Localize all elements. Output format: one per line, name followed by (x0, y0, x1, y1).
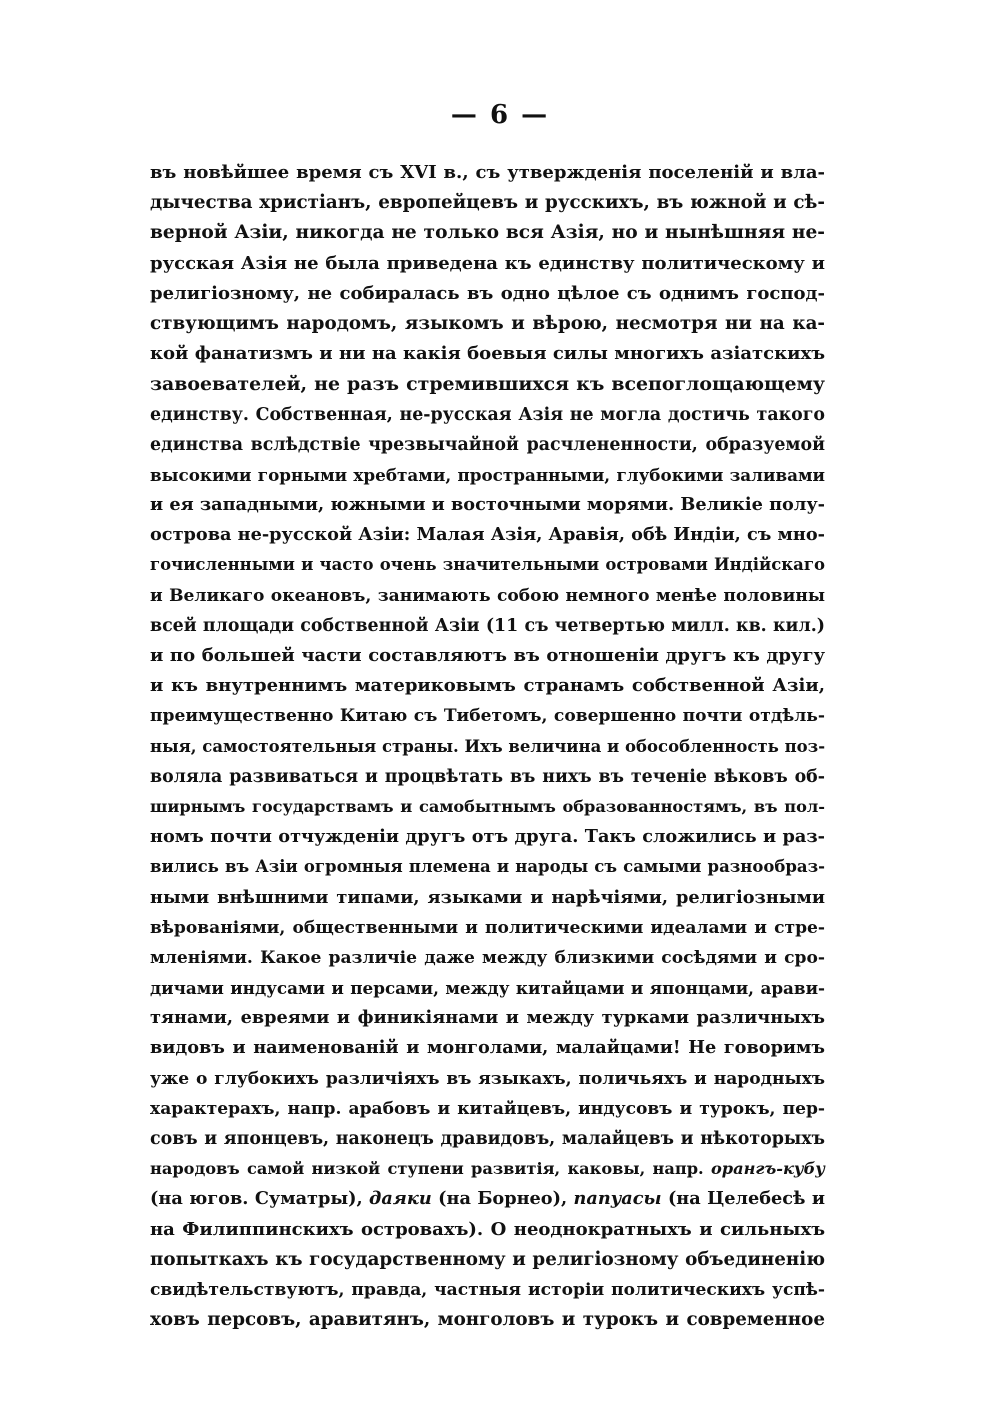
text-line: верной Азіи, никогда не только вся Азія, но и нынѣшняя не- (150, 222, 825, 244)
text-line: попыткахъ къ государственному и религіозному объединенію (150, 1248, 825, 1270)
body-text (150, 158, 825, 1335)
text-line: высокими горными хребтами, пространными, глубокими заливами (150, 464, 825, 485)
text-line: мленіями. Какое различіе даже между близкими сосѣдями и сро- (150, 947, 825, 968)
text-line: религіозному, не собиралась въ одно цѣлое съ однимъ господ- (150, 282, 825, 304)
text-line: вѣрованіями, общественными и политическими идеалами и стре- (150, 917, 825, 938)
text-line: народовъ самой низкой ступени развитія, каковы, напр. орангъ-кубу (150, 1159, 825, 1179)
text-line: дычества христіанъ, европейцевъ и русскихъ, въ южной и сѣ- (150, 192, 825, 214)
text-line: свидѣтельствуютъ, правда, частныя исторіи политическихъ успѣ- (150, 1279, 825, 1300)
text-line: дичами индусами и персами, между китайцами и японцами, арави- (150, 978, 825, 999)
text-line: (на югов. Суматры), даяки (на Борнео), папуасы (на Целебесѣ и (150, 1188, 825, 1210)
text-line: номъ почти отчужденіи другъ отъ друга. Такъ сложились и раз- (150, 826, 825, 848)
text-line: ширнымъ государствамъ и самобытнымъ образованностямъ, въ пол- (150, 796, 825, 816)
text-line: русская Азія не была приведена къ единству политическому и (150, 252, 825, 274)
text-line: острова не-русской Азіи: Малая Азія, Аравія, обѣ Индіи, съ мно- (150, 524, 825, 546)
text-line: ствующимъ народомъ, языкомъ и вѣрою, несмотря ни на ка- (150, 312, 825, 334)
text-line: тянами, евреями и финикіянами и между турками различныхъ (150, 1007, 825, 1029)
text-line: ховъ персовъ, аравитянъ, монголовъ и турокъ и современное (150, 1309, 825, 1331)
text-line: кой фанатизмъ и ни на какія боевыя силы многихъ азіатскихъ (150, 343, 825, 365)
text-line: единству. Собственная, не-русская Азія не могла достичь такого (150, 404, 825, 425)
text-line: и къ внутреннимъ материковымъ странамъ собственной Азіи, (150, 675, 825, 697)
text-line: совъ и японцевъ, наконецъ дравидовъ, малайцевъ и нѣкоторыхъ (150, 1129, 825, 1149)
text-line: видовъ и наименованій и монголами, малайцами! Не говоримъ (150, 1037, 825, 1059)
text-line: гочисленными и часто очень значительными островами Индійскаго (150, 555, 825, 575)
text-line: всей площади собственной Азіи (11 съ четвертью милл. кв. кил.) (150, 615, 825, 636)
text-line: въ новѣйшее время съ XVI в., съ утвержденія поселеній и вла- (150, 162, 825, 183)
italic-term: орангъ-кубу (710, 1159, 825, 1179)
text-line: преимущественно Китаю съ Тибетомъ, совершенно почти отдѣль- (150, 706, 825, 727)
text-line: и по большей части составляютъ въ отношеніи другъ къ другу (150, 645, 825, 666)
text-line: на Филиппинскихъ островахъ). О неоднократныхъ и сильныхъ (150, 1218, 825, 1240)
text-line: и Великаго океановъ, занимають собою немного менѣе половины (150, 585, 825, 606)
text-line: ными внѣшними типами, языками и нарѣчіями, религіозными (150, 886, 825, 908)
text-line: характерахъ, напр. арабовъ и китайцевъ, индусовъ и турокъ, пер- (150, 1098, 825, 1119)
page-number: — 6 — (450, 100, 550, 130)
italic-term: даяки (369, 1188, 432, 1210)
text-line: завоевателей, не разъ стремившихся къ всепоглощающему (150, 373, 825, 396)
italic-term: папуасы (573, 1188, 662, 1210)
text-line: воляла развиваться и процвѣтать въ нихъ въ теченіе вѣковъ об- (150, 766, 825, 787)
text-line: ныя, самостоятельныя страны. Ихъ величина и обособленность поз- (150, 736, 826, 756)
text-line: вились въ Азіи огромныя племена и народы съ самыми разнообраз- (150, 857, 825, 877)
text-line: уже о глубокихъ различіяхъ въ языкахъ, поличьяхъ и народныхъ (150, 1068, 825, 1089)
text-line: единства вслѣдствіе чрезвычайной расчлененности, образуемой (150, 434, 825, 455)
text-line: и ея западными, южными и восточными морями. Великіе полу- (150, 494, 825, 516)
